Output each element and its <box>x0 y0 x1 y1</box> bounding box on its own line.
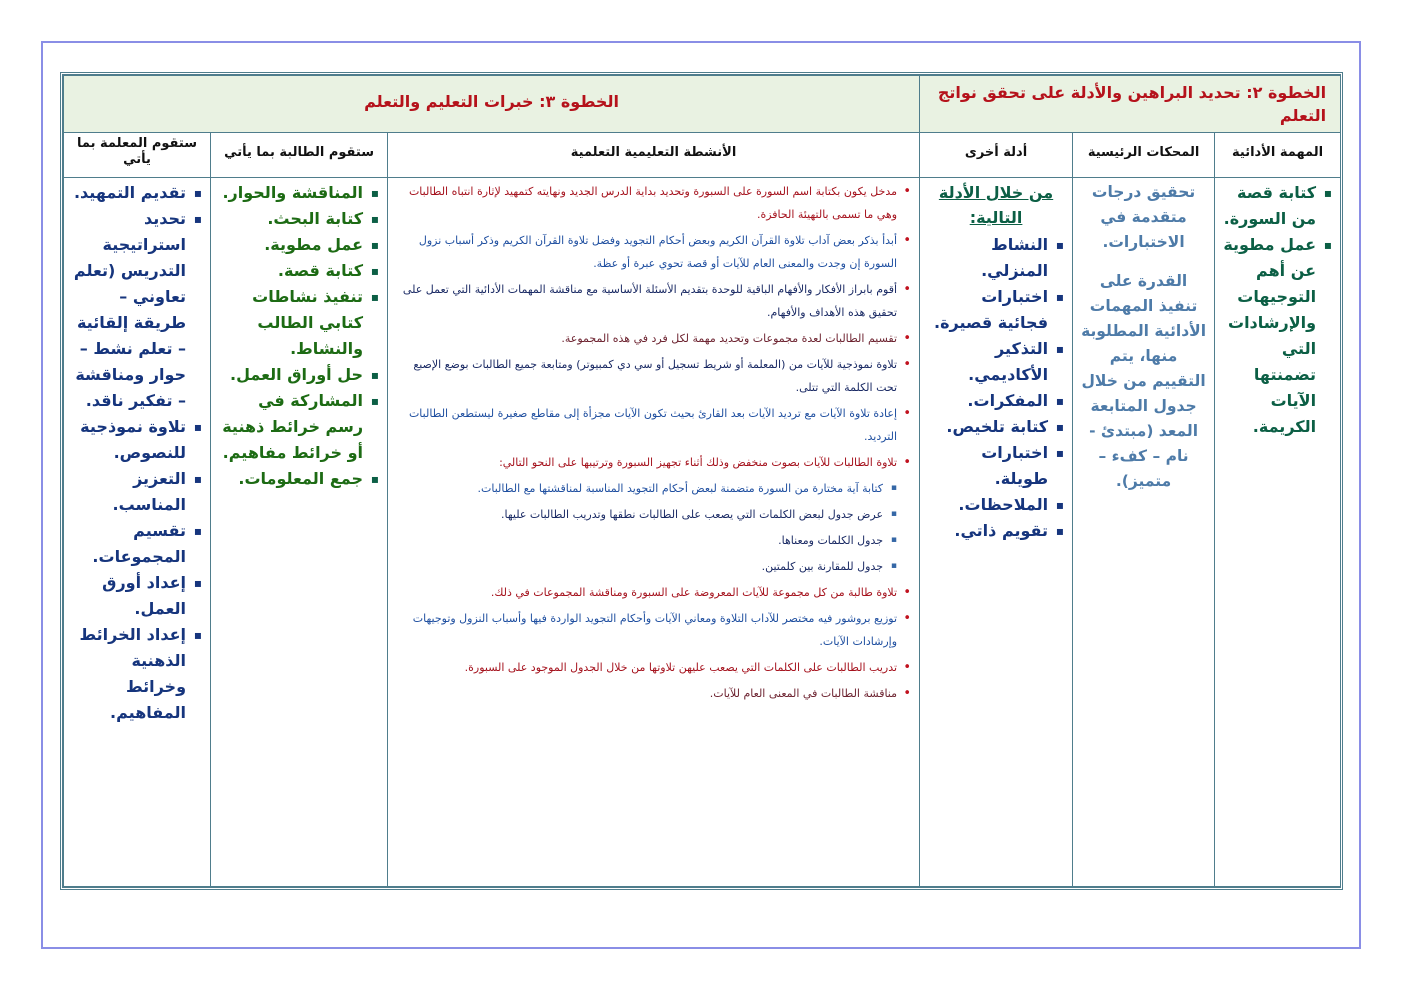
activities-list <box>388 178 919 705</box>
list-item: ▪ تقويم ذاتي. <box>926 518 1064 544</box>
performance-task-list <box>1215 178 1340 440</box>
criteria-column-header <box>1073 133 1215 178</box>
activity-item: • تلاوة الطالبات للآيات بصوت منخفض وذلك أثناء تجهيز السبورة وترتيبها على النحو التالي: <box>396 451 911 474</box>
list-item: ▪ إعداد الخرائط الذهنية وخرائط المفاهيم. <box>70 622 202 726</box>
evidence-column-header <box>920 133 1073 178</box>
list-item: ▪ النشاط المنزلي. <box>926 232 1064 284</box>
list-item: ▪ تقديم التمهيد. <box>70 180 202 206</box>
activity-item: • مدخل يكون بكتابة اسم السورة على السبورة وتحديد بداية الدرس الجديد ونهايته كتمهيد لإثارة انتباه الطالبات وهي ما تسمى بالتهيئة الحافزة. <box>396 180 911 226</box>
list-item: ▪ تنفيذ نشاطات كتابي الطالب والنشاط. <box>217 284 379 362</box>
list-item: ▪ الملاحظات. <box>926 492 1064 518</box>
activity-item: • أبدأ بذكر بعض آداب تلاوة القرآن الكريم وبعض أحكام التجويد وفضل تلاوة القرآن الكريم وذكر أسباب نزول السورة إن وجدت والمعنى العام للآيات أو قصة تحوي عبرة أو عظة. <box>396 229 911 275</box>
step2-title: الخطوة ٢: تحديد البراهين والأدلة على تحقق نواتج التعلم <box>937 83 1327 125</box>
list-item: ▪ المفكرات. <box>926 388 1064 414</box>
activity-item: • توزيع بروشور فيه مختصر للآداب التلاوة ومعاني الآيات وأحكام التجويد الواردة فيها وأسباب النزول وتوجيهات وإرشادات الآيات. <box>396 607 911 653</box>
teacher-column-header <box>64 133 211 178</box>
evidence-cell <box>920 178 1073 887</box>
activities-header-label: الأنشطة التعليمية التعلمية <box>570 145 737 160</box>
activity-item: • إعادة تلاوة الآيات مع ترديد الآيات بعد القارئ بحيث تكون الآيات مجزأة إلى مقاطع صغيرة ليستطعن الطالبات الترديد. <box>396 402 911 448</box>
list-item: ▪ تلاوة نموذجية للنصوص. <box>70 414 202 466</box>
activity-item: • أقوم بابراز الأفكار والأفهام الباقية للوحدة بتقديم الأسئلة الأساسية مع مناقشة المهمات الأدائية التي تعمل على تحقيق هذه الأهداف والأفهام. <box>396 278 911 324</box>
activity-item: • تقسيم الطالبات لعدة مجموعات وتحديد مهمة لكل فرد في هذه المجموعة. <box>396 327 911 350</box>
list-item: ▪ المشاركة في رسم خرائط ذهنية أو خرائط مفاهيم. <box>217 388 379 466</box>
list-item: ▪ جمع المعلومات. <box>217 466 379 492</box>
activity-item: ▪ كتابة آية مختارة من السورة متضمنة لبعض أحكام التجويد المناسبة لمناقشتها مع الطالبات. <box>396 477 897 500</box>
evidence-header-label: أدلة أخرى <box>964 145 1028 160</box>
criteria-header-label: المحكات الرئيسية <box>1087 145 1200 160</box>
student-list <box>211 178 387 492</box>
evidence-list <box>920 230 1072 544</box>
criteria-item: القدرة على تنفيذ المهمات الأدائية المطلوبة منها، يتم التقييم من خلال جدول المتابعة المعد (مبتدئ - نام – كفء – متميز). <box>1081 272 1207 490</box>
activity-item: ▪ جدول للمقارنة بين كلمتين. <box>396 555 897 578</box>
activity-item: • مناقشة الطالبات في المعنى العام للآيات. <box>396 682 911 705</box>
list-item: ▪ التذكير الأكاديمي. <box>926 336 1064 388</box>
list-item: ▪ كتابة قصة من السورة. <box>1221 180 1332 232</box>
list-item: ▪ عمل مطوية. <box>217 232 379 258</box>
activity-item: ▪ جدول الكلمات ومعناها. <box>396 529 897 552</box>
teacher-header-label: ستقوم المعلمة بما يأتي <box>77 136 197 167</box>
student-header-label: ستقوم الطالبة بما يأتي <box>224 145 374 160</box>
list-item: ▪ اختبارات فجائية قصيرة. <box>926 284 1064 336</box>
list-item: ▪ التعزيز المناسب. <box>70 466 202 518</box>
list-item: ▪ كتابة قصة. <box>217 258 379 284</box>
list-item: ▪ اختبارات طويلة. <box>926 440 1064 492</box>
performance-task-cell <box>1215 178 1341 887</box>
criteria-item: تحقيق درجات متقدمة في الاختبارات. <box>1091 183 1196 251</box>
step3-header-cell <box>64 76 920 133</box>
list-item: ▪ حل أوراق العمل. <box>217 362 379 388</box>
list-item: ▪ المناقشة والحوار. <box>217 180 379 206</box>
list-item: ▪ عمل مطوية عن أهم التوجيهات والإرشادات التي تضمنتها الآيات الكريمة. <box>1221 232 1332 440</box>
list-item: ▪ إعداد أورق العمل. <box>70 570 202 622</box>
activities-cell <box>388 178 920 887</box>
activity-item: • تلاوة نموذجية للآيات من (المعلمة أو شريط تسجيل أو سي دي كمبيوتر) ومتابعة جميع الطالبات بوضع الإصبع تحت الكلمة التي تتلى. <box>396 353 911 399</box>
step3-title: الخطوة ٣: خبرات التعليم والتعلم <box>364 92 619 111</box>
task-header-label: المهمة الأدائية <box>1232 145 1324 160</box>
activities-column-header <box>388 133 920 178</box>
evidence-heading: من خلال الأدلة التالية: <box>938 183 1054 227</box>
list-item: ▪ تحديد استراتيجية التدريس (تعلم تعاوني – طريقة إلقائية – تعلم نشط – حوار ومناقشة – تفكير ناقد. <box>70 206 202 414</box>
list-item: ▪ تقسيم المجموعات. <box>70 518 202 570</box>
activity-item: • تدريب الطالبات على الكلمات التي يصعب عليهن تلاوتها من خلال الجدول الموجود على السبورة. <box>396 656 911 679</box>
teacher-cell <box>64 178 211 887</box>
criteria-text <box>1073 178 1214 494</box>
criteria-cell <box>1073 178 1215 887</box>
lesson-plan-table <box>60 72 1343 890</box>
activity-item: • تلاوة طالبة من كل مجموعة للآيات المعروضة على السبورة ومناقشة المجموعات في ذلك. <box>396 581 911 604</box>
teacher-list <box>64 178 210 726</box>
list-item: ▪ كتابة البحث. <box>217 206 379 232</box>
student-cell <box>211 178 388 887</box>
activity-item: ▪ عرض جدول لبعض الكلمات التي يصعب على الطالبات نطقها وتدريب الطالبات عليها. <box>396 503 897 526</box>
student-column-header <box>211 133 388 178</box>
task-column-header <box>1215 133 1341 178</box>
step2-header-cell <box>920 76 1341 133</box>
list-item: ▪ كتابة تلخيص. <box>926 414 1064 440</box>
